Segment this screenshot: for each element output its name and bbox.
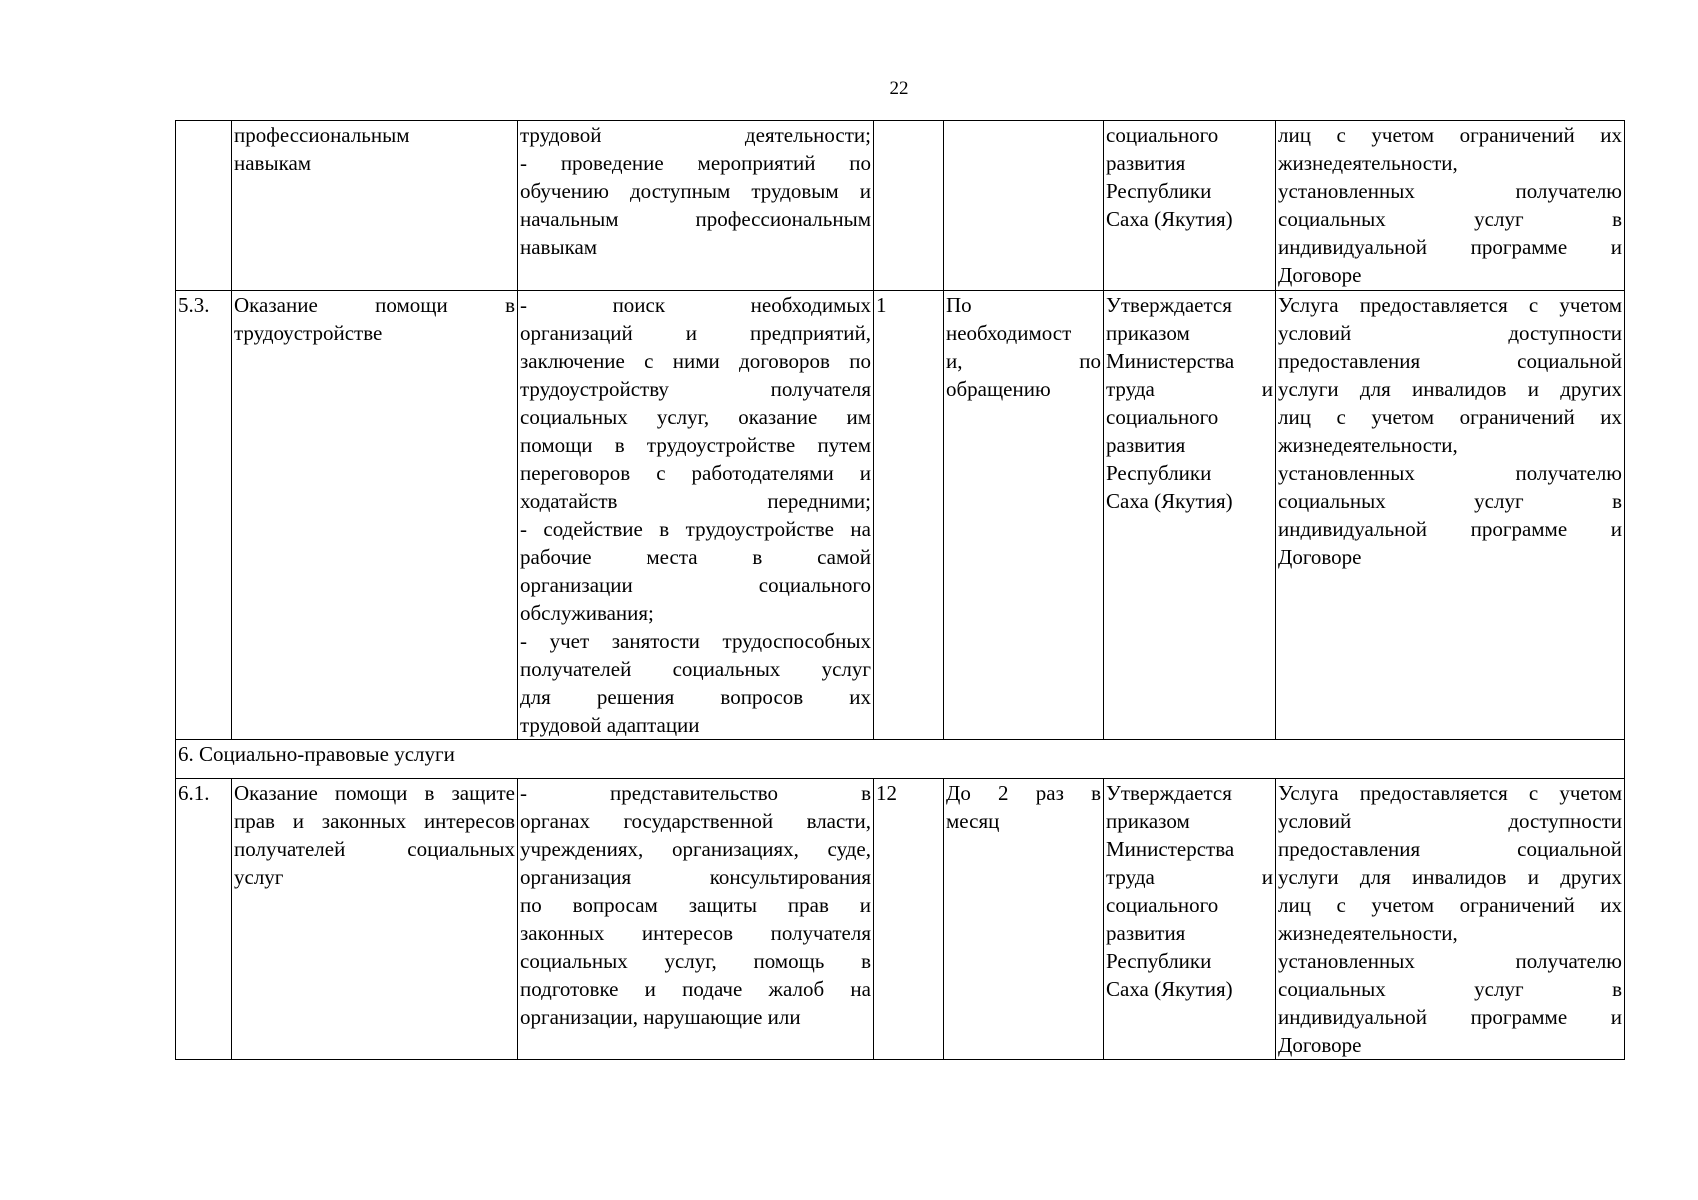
services-table — [175, 120, 1625, 1060]
cell-text-line: организаций и предприятий, — [520, 321, 871, 345]
cell-text-line: жизнедеятельности, — [1278, 921, 1458, 945]
section-row — [176, 740, 1625, 779]
cell-text-line: развития — [1106, 921, 1186, 945]
cell-text-line: органах государственной власти, — [520, 809, 871, 833]
cell-text-line: социального — [1106, 405, 1219, 429]
cell-text-line: - представительство в — [520, 781, 871, 805]
cell-text-line: развития — [1106, 151, 1186, 175]
cell-text-line: услуг — [234, 865, 284, 889]
cell-text-line: обслуживания; — [520, 601, 654, 625]
cell-text-line: и, по — [946, 349, 1101, 373]
cell-text-line: организации, нарушающие или — [520, 1005, 801, 1029]
cell-text-line: индивидуальной программе и — [1278, 235, 1622, 259]
page-number: 22 — [889, 78, 909, 99]
price-cell — [1104, 121, 1276, 291]
cell-text-line: Министерства — [1106, 837, 1235, 861]
cell-text-line: Утверждается — [1106, 293, 1232, 317]
cell-text-line: Услуга предоставляется с учетом — [1278, 293, 1622, 317]
cell-text-line: Договоре — [1278, 545, 1362, 569]
cell-text-line: обучению доступным трудовым и — [520, 179, 871, 203]
service-description-cell — [518, 121, 874, 291]
table-row — [176, 779, 1625, 1060]
row-number-cell — [176, 121, 232, 291]
cell-text-line: трудоустройству получателя — [520, 377, 871, 401]
cell-text-line: рабочие места в самой — [520, 545, 871, 569]
cell-text-line: трудовой адаптации — [520, 713, 700, 737]
cell-text-line: установленных получателю — [1278, 949, 1622, 973]
cell-text-line: получателей социальных услуг — [520, 657, 871, 681]
cell-text-line: трудовой деятельности; — [520, 123, 871, 147]
service-description-cell — [518, 779, 874, 1060]
cell-text-line: заключение с ними договоров по — [520, 349, 871, 373]
cell-text-line: Министерства — [1106, 349, 1235, 373]
cell-text-line: Договоре — [1278, 263, 1362, 287]
cell-text-line: индивидуальной программе и — [1278, 517, 1622, 541]
cell-text-line: подготовке и подаче жалоб на — [520, 977, 871, 1001]
cell-text-line: социальных услуг, помощь в — [520, 949, 871, 973]
cell-text-line: - учет занятости трудоспособных — [520, 629, 871, 653]
cell-text-line: Республики — [1106, 949, 1212, 973]
cell-text-line: установленных получателю — [1278, 179, 1622, 203]
cell-text-line: приказом — [1106, 809, 1190, 833]
service-name-cell — [232, 291, 518, 740]
cell-text-line: законных интересов получателя — [520, 921, 871, 945]
cell-text-line: переговоров с работодателями и — [520, 461, 871, 485]
table-row — [176, 291, 1625, 740]
cell-text-line: лиц с учетом ограничений их — [1278, 123, 1622, 147]
conditions-cell — [1276, 779, 1625, 1060]
cell-text-line: Услуга предоставляется с учетом — [1278, 781, 1622, 805]
cell-text-line: труда и — [1106, 377, 1273, 401]
cell-text-line: социальных услуг, оказание им — [520, 405, 871, 429]
conditions-cell — [1276, 121, 1625, 291]
cell-text-line: необходимост — [946, 321, 1072, 345]
cell-text-line: организации социального — [520, 573, 871, 597]
cell-text-line: для решения вопросов их — [520, 685, 871, 709]
cell-text-line: получателей социальных — [234, 837, 515, 861]
period-cell — [944, 779, 1104, 1060]
cell-text-line: жизнедеятельности, — [1278, 433, 1458, 457]
cell-text-line: социальных услуг в — [1278, 977, 1622, 1001]
cell-text-line: навыкам — [234, 151, 312, 175]
row-number-cell — [176, 779, 232, 1060]
conditions-cell — [1276, 291, 1625, 740]
cell-text-line: Саха (Якутия) — [1106, 489, 1233, 513]
cell-text-line: учреждениях, организациях, суде, — [520, 837, 871, 861]
cell-text-line: по вопросам защиты прав и — [520, 893, 871, 917]
cell-text-line: ходатайств передними; — [520, 489, 871, 513]
cell-text-line: социальных услуг в — [1278, 489, 1622, 513]
period-cell — [944, 121, 1104, 291]
cell-text-line: предоставления социальной — [1278, 837, 1622, 861]
cell-text-line: Саха (Якутия) — [1106, 977, 1233, 1001]
cell-text-line: социальных услуг в — [1278, 207, 1622, 231]
cell-text-line: профессиональным — [234, 123, 410, 147]
price-cell — [1104, 779, 1276, 1060]
cell-text-line: Республики — [1106, 179, 1212, 203]
cell-text-line: Оказание помощи в — [234, 293, 515, 317]
cell-text-line: развития — [1106, 433, 1186, 457]
cell-text-line: - проведение мероприятий по — [520, 151, 871, 175]
service-name-cell — [232, 779, 518, 1060]
cell-text-line: По — [946, 293, 972, 317]
volume-value: 1 — [876, 293, 887, 317]
volume-cell — [874, 291, 944, 740]
cell-text-line: социального — [1106, 893, 1219, 917]
cell-text-line: социального — [1106, 123, 1219, 147]
volume-cell — [874, 779, 944, 1060]
cell-text-line: трудоустройстве — [234, 321, 383, 345]
price-cell — [1104, 291, 1276, 740]
period-cell — [944, 291, 1104, 740]
cell-text-line: условий доступности — [1278, 809, 1622, 833]
cell-text-line: установленных получателю — [1278, 461, 1622, 485]
row-number: 5.3. — [178, 293, 210, 317]
cell-text-line: Оказание помощи в защите — [234, 781, 515, 805]
cell-text-line: труда и — [1106, 865, 1273, 889]
cell-text-line: - содействие в трудоустройстве на — [520, 517, 871, 541]
cell-text-line: предоставления социальной — [1278, 349, 1622, 373]
cell-text-line: - поиск необходимых — [520, 293, 871, 317]
service-name-cell — [232, 121, 518, 291]
cell-text-line: До 2 раз в — [946, 781, 1101, 805]
cell-text-line: Республики — [1106, 461, 1212, 485]
service-description-cell — [518, 291, 874, 740]
cell-text-line: помощи в трудоустройстве путем — [520, 433, 871, 457]
cell-text-line: навыкам — [520, 235, 598, 259]
volume-value: 12 — [876, 781, 897, 805]
cell-text-line: Договоре — [1278, 1033, 1362, 1057]
cell-text-line: условий доступности — [1278, 321, 1622, 345]
cell-text-line: услуги для инвалидов и других — [1278, 865, 1622, 889]
cell-text-line: жизнедеятельности, — [1278, 151, 1458, 175]
cell-text-line: месяц — [946, 809, 1000, 833]
cell-text-line: Утверждается — [1106, 781, 1232, 805]
table-row — [176, 121, 1625, 291]
cell-text-line: приказом — [1106, 321, 1190, 345]
volume-cell — [874, 121, 944, 291]
cell-text-line: лиц с учетом ограничений их — [1278, 405, 1622, 429]
cell-text-line: индивидуальной программе и — [1278, 1005, 1622, 1029]
cell-text-line: обращению — [946, 377, 1051, 401]
cell-text-line: организация консультирования — [520, 865, 871, 889]
row-number-cell — [176, 291, 232, 740]
row-number: 6.1. — [178, 781, 210, 805]
cell-text-line: начальным профессиональным — [520, 207, 871, 231]
section-title: 6. Социально-правовые услуги — [176, 740, 1625, 779]
cell-text-line: лиц с учетом ограничений их — [1278, 893, 1622, 917]
cell-text-line: прав и законных интересов — [234, 809, 515, 833]
cell-text-line: Саха (Якутия) — [1106, 207, 1233, 231]
cell-text-line: услуги для инвалидов и других — [1278, 377, 1622, 401]
